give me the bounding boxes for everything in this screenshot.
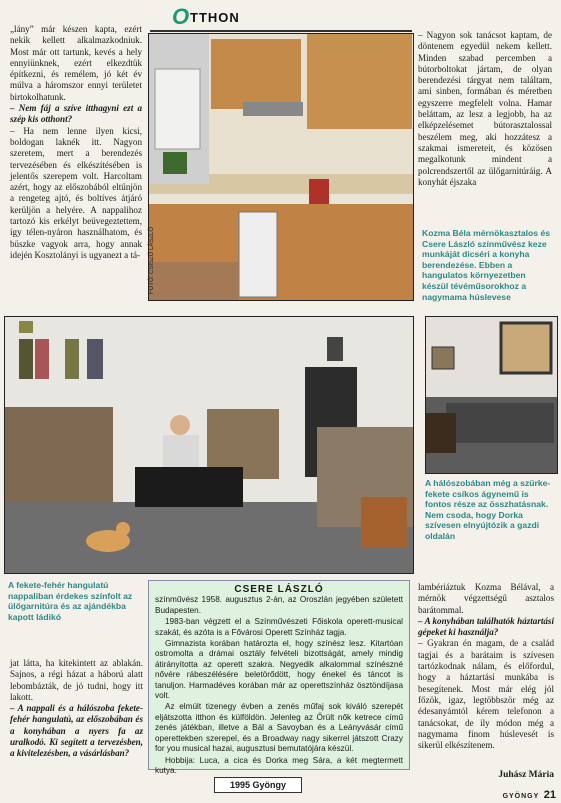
bottom-right-column <box>418 582 554 768</box>
footer-year-label: 1995 Gyöngy <box>214 777 302 793</box>
bottom-left-question: – A nappali és a hálószoba fekete-fehér hangulatú, az előszobában és a konyhában a nyers fa az uralkodó. Ki segített a tervezésben, a kivitelezésben, a vásárlásban? <box>10 703 143 759</box>
footer-page-number: 21 <box>543 789 556 801</box>
author-name: Juhász Mária <box>498 770 554 780</box>
bio-title: CSERE LÁSZLÓ <box>234 584 324 595</box>
footer-page <box>484 785 556 801</box>
footer-magazine: GYÖNGY <box>502 793 540 800</box>
bio-paragraph-1: színművész 1958. augusztus 2-án, az Oroszlán jegyében született Budapesten. <box>155 595 403 615</box>
left-question-1: – Nem fáj a szíve itthagyni ezt a szép kis otthont? <box>10 103 142 125</box>
left-paragraph-2: – Ha nem lenne ilyen kicsi, boldogan laknék itt. Nagyon szeretem, mert a berendezés tervezésében és elkészítésében is jelentős szerepem volt. Harcoltam azért, hogy az előszobából eltűnjön a rengeteg ajtó, és boltíves átjáró kerüljön a helyére. A nappalihoz tartozó kis erkélyt beüvegeztettem, így télen-nyáron használhatom, és büszke vagyok arra, hogy annak idején Kosztolányi is ugyanezt a tá- <box>10 125 142 260</box>
bio-paragraph-3: Gimnazista korában határozta el, hogy színész lesz. Kitartóan ostromolta a drámai osztály felvételi bizottságát, amely mindig átirányította az operett szakra. Negyedik alkalommal színészné nővére rábeszélésére beletörődött, hogy énekel és táncot is tanuljon. Harmadéves korában már az operettszínház ösztöndíjasa volt. <box>155 639 403 701</box>
right-paragraph-1: – Nagyon sok tanácsot kaptam, de döntenem egyedül nekem kellett. Minden szabad percemben a bútorboltokat jártam, de olyan berendezési tárgyat nem találtam, ami sinben, formában és méretben egyszerre megfelelt volna. Hamar beláttam, az lesz a legjobb, ha az elképzelésemet bútorasztalossal beszélem meg, aki hozzátesz a szakmai ismereteit, és közösen megalkotunk mindent a polcrendszertől az ülőgarnitúráig. A konyhát éjszaka <box>418 30 552 187</box>
bio-box <box>148 580 410 775</box>
section-header <box>150 6 412 32</box>
photo-credit: FOTÓ: CSISZÓ LÁSZLÓ <box>149 226 155 294</box>
section-title: TTHON <box>190 10 240 25</box>
bio-paragraph-5: Hobbija: Luca, a cica és Dorka meg Sára, a két megtermett kutya. <box>155 755 403 775</box>
living-room-caption: A fekete-fehér hangulatú nappaliban érdekes színfolt az ülőgarnitúra és az ajándékba kapott ládikó <box>8 580 133 622</box>
living-room-photo <box>4 316 414 574</box>
left-paragraph-1: „lány” már készen kapta, ezért nekik kellett alkalmazkodniuk. Most már ott tartunk, kevés a hely ennyiünknek, ezért elkezdtük építkezni, és remélem, jó két év múlva a háromszor ennyi területet birtokolhatunk. <box>10 24 142 102</box>
bottom-right-paragraph-2: – Gyakran én magam, de a család tagjai és a barátaim is szívesen tartózkodnak nálam, és előfordul, hogy a háztartási munkába is besegítenek. Most már elég jól főzök, igaz, legtöbbször még az édesanyámtól kérem telefonon a tanácsokat, de ily módon még a nagymama finom húslevesét is sikerül elkészítenem. <box>418 638 554 751</box>
kitchen-photo <box>148 33 414 301</box>
bottom-left-paragraph: jat látta, ha kitekintett az ablakán. Sajnos, a régi házat a háború alatt lebombázták, de jó tudni, hogy itt lakott. <box>10 658 143 702</box>
kitchen-caption: Kozma Béla mérnökasztalos és Csere László színművész keze munkáját dicséri a konyha berendezése. Ebben a hangulatos környezetben készül tévéműsorokhoz a nagymama húslevese <box>422 228 551 302</box>
bio-paragraph-4: Az elmúlt tizenegy évben a zenés műfaj sok kiváló szerepét eljátszotta itthon és külföldön. Jelenleg az Őrült nők ketrece című zenés játékban, illetve a Bál a Savoyban és a Leányvásár című operettekben szerepel, és a Broadway nagy sikerrel játszott Crazy for you musical hazai, augusztusi bemutatójára készül. <box>155 702 403 754</box>
right-column <box>418 30 552 228</box>
bottom-left-column <box>10 658 143 783</box>
bedroom-photo <box>425 316 558 474</box>
bio-paragraph-2: 1983-ban végzett el a Színművészeti Főiskola operett-musical szakát, és azóta is a Fővárosi Operett Színház tagja. <box>155 617 403 637</box>
bedroom-caption: A hálószobában még a szürke-fekete csíkos ágynemű is fontos része az összhatásnak. Nem csoda, hogy Dorka szívesen elnyújtózik a gazdi oldalán <box>425 478 551 541</box>
section-initial: O <box>172 4 190 29</box>
bottom-right-question: – A konyhában találhatók háztartási gépeket ki használja? <box>418 615 554 638</box>
bottom-right-paragraph-1: lambériáztuk Kozma Bélával, a mérnök végzettségű asztalos barátommal. <box>418 582 554 615</box>
left-column <box>10 24 142 316</box>
